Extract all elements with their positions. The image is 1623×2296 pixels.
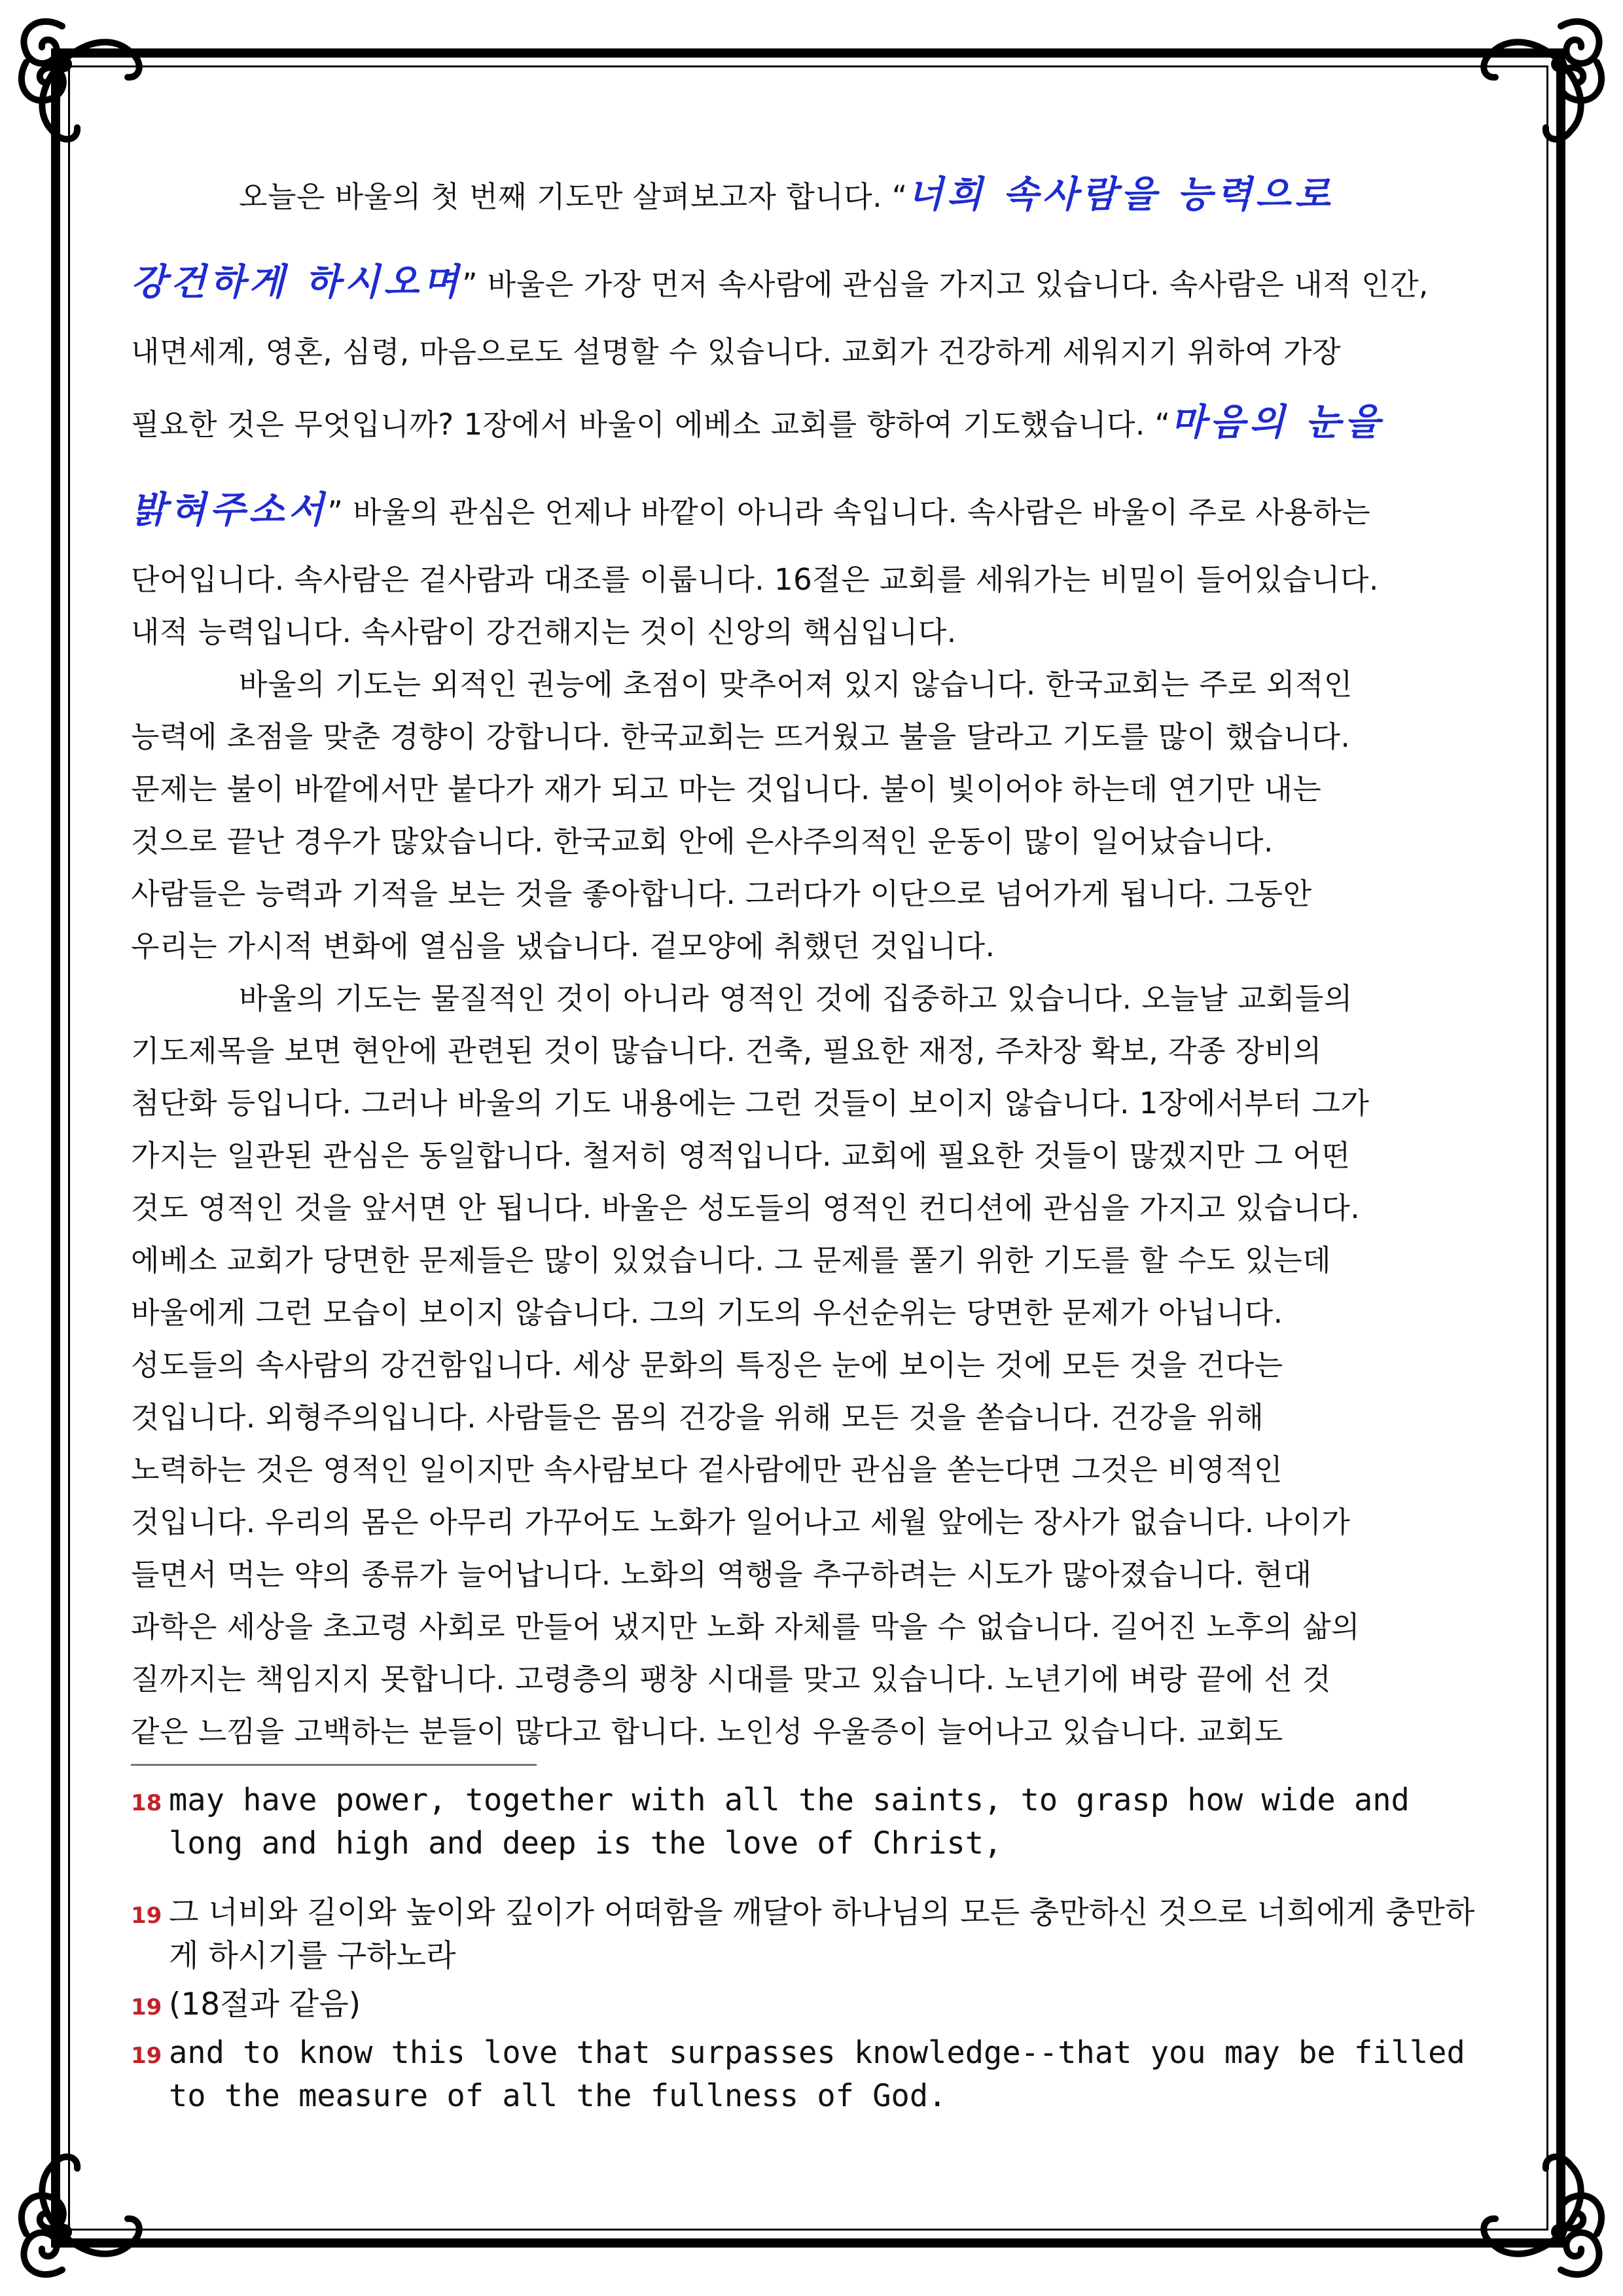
text-line bbox=[131, 1391, 1492, 1444]
text-line bbox=[131, 973, 1492, 1025]
text-segment: 오늘은 바울의 첫 번째 기도만 살펴보고자 합니다. “ bbox=[239, 179, 908, 214]
corner-ornament-icon bbox=[0, 2100, 196, 2296]
text-segment: 사람들은 능력과 기적을 보는 것을 좋아합니다. 그러다가 이단으로 넘어가게 됩니다. 그동안 bbox=[131, 876, 1312, 911]
footnote-divider bbox=[131, 1764, 537, 1766]
text-segment: 능력에 초점을 맞춘 경향이 강합니다. 한국교회는 뜨거웠고 불을 달라고 기도를 많이 했습니다. bbox=[131, 719, 1351, 754]
text-segment: 가지는 일관된 관심은 동일합니다. 철저히 영적입니다. 교회에 필요한 것들이 많겠지만 그 어떤 bbox=[131, 1138, 1351, 1173]
text-segment: 바울의 기도는 물질적인 것이 아니라 영적인 것에 집중하고 있습니다. 오늘날 교회들의 bbox=[239, 981, 1353, 1016]
text-segment: 내면세계, 영혼, 심령, 마음으로도 설명할 수 있습니다. 교회가 건강하게 세워지기 위하여 가장 bbox=[131, 334, 1341, 369]
text-line bbox=[131, 378, 1492, 466]
text-segment: ” 바울의 관심은 언제나 바깥이 아니라 속입니다. 속사람은 바울이 주로 사용하는 bbox=[327, 495, 1371, 529]
text-segment: 것으로 끝난 경우가 많았습니다. 한국교회 안에 은사주의적인 운동이 많이 일어났습니다. bbox=[131, 824, 1274, 859]
paragraph bbox=[131, 151, 1492, 658]
text-line bbox=[131, 1653, 1492, 1706]
handwritten-scripture: 마음의 눈을 bbox=[1170, 401, 1384, 444]
handwritten-scripture: 밝혀주소서 bbox=[131, 488, 328, 531]
text-line bbox=[131, 763, 1492, 816]
footnote-number: 19 bbox=[131, 1903, 162, 1929]
handwritten-scripture: 강건하게 하시오며 bbox=[131, 260, 463, 304]
footnote-text: may have power, together with all the saints, to grasp how wide and long and high and deep is the love of Christ, bbox=[169, 1782, 1410, 1861]
footnote bbox=[131, 1983, 1492, 2026]
footnotes bbox=[131, 1779, 1492, 2123]
text-line bbox=[131, 868, 1492, 920]
text-segment: 질까지는 책임지지 못합니다. 고령층의 팽창 시대를 맞고 있습니다. 노년기에 벼랑 끝에 선 것 bbox=[131, 1662, 1332, 1696]
text-line bbox=[131, 238, 1492, 326]
text-line bbox=[131, 554, 1492, 606]
text-segment: 과학은 세상을 초고령 사회로 만들어 냈지만 노화 자체를 막을 수 없습니다. 길어진 노후의 삶의 bbox=[131, 1609, 1361, 1644]
text-segment: 우리는 가시적 변화에 열심을 냈습니다. 겉모양에 취했던 것입니다. bbox=[131, 929, 995, 963]
text-line bbox=[131, 151, 1492, 238]
text-line bbox=[131, 1130, 1492, 1182]
text-line bbox=[131, 1496, 1492, 1549]
text-segment: 바울의 기도는 외적인 권능에 초점이 맞추어져 있지 않습니다. 한국교회는 주로 외적인 bbox=[239, 667, 1353, 702]
footnote bbox=[131, 2032, 1492, 2118]
handwritten-scripture: 너희 속사람을 능력으로 bbox=[907, 173, 1334, 216]
text-line bbox=[131, 1287, 1492, 1339]
text-segment: 성도들의 속사람의 강건함입니다. 세상 문화의 특징은 눈에 보이는 것에 모든 것을 건다는 bbox=[131, 1348, 1283, 1382]
text-line bbox=[131, 658, 1492, 711]
text-line bbox=[131, 711, 1492, 763]
text-segment: 노력하는 것은 영적인 일이지만 속사람보다 겉사람에만 관심을 쏟는다면 그것은 비영적인 bbox=[131, 1452, 1283, 1487]
footnote-text: and to know this love that surpasses knowledge--that you may be filled to the measure of all the fullness of God. bbox=[169, 2035, 1465, 2114]
text-line bbox=[131, 466, 1492, 554]
text-segment: 것도 영적인 것을 앞서면 안 됩니다. 바울은 성도들의 영적인 컨디션에 관심을 가지고 있습니다. bbox=[131, 1191, 1361, 1225]
text-segment: 것입니다. 외형주의입니다. 사람들은 몸의 건강을 위해 모든 것을 쏟습니다. 건강을 위해 bbox=[131, 1400, 1264, 1435]
footnote-text: 그 너비와 길이와 높이와 깊이가 어떠함을 깨달아 하나님의 모든 충만하신 것으로 너희에게 충만하게 하시기를 구하노라 bbox=[169, 1895, 1475, 1974]
sermon-body bbox=[131, 151, 1492, 1758]
footnote bbox=[131, 1892, 1492, 1978]
text-line bbox=[131, 1601, 1492, 1653]
text-segment: ” 바울은 가장 먼저 속사람에 관심을 가지고 있습니다. 속사람은 내적 인간, bbox=[462, 267, 1429, 302]
footnote-number: 19 bbox=[131, 1994, 162, 2020]
text-line bbox=[131, 606, 1492, 658]
text-segment: 같은 느낌을 고백하는 분들이 많다고 합니다. 노인성 우울증이 늘어나고 있습니다. 교회도 bbox=[131, 1714, 1283, 1749]
text-segment: 기도제목을 보면 현안에 관련된 것이 많습니다. 건축, 필요한 재정, 주차장 확보, 각종 장비의 bbox=[131, 1033, 1322, 1068]
footnote-number: 18 bbox=[131, 1790, 162, 1816]
paragraph bbox=[131, 973, 1492, 1758]
corner-ornament-icon bbox=[1427, 2100, 1623, 2296]
text-line bbox=[131, 1234, 1492, 1287]
footnote-text: (18절과 같음) bbox=[169, 1986, 361, 2022]
text-segment: 바울에게 그런 모습이 보이지 않습니다. 그의 기도의 우선순위는 당면한 문제가 아닙니다. bbox=[131, 1295, 1283, 1330]
text-segment: 첨단화 등입니다. 그러나 바울의 기도 내용에는 그런 것들이 보이지 않습니다. 1장에서부터 그가 bbox=[131, 1086, 1370, 1121]
footnote-number: 19 bbox=[131, 2043, 162, 2069]
text-line bbox=[131, 1077, 1492, 1130]
footnote bbox=[131, 1779, 1492, 1865]
text-segment: 내적 능력입니다. 속사람이 강건해지는 것이 신앙의 핵심입니다. bbox=[131, 615, 957, 649]
text-segment: 들면서 먹는 약의 종류가 늘어납니다. 노화의 역행을 추구하려는 시도가 많아졌습니다. 현대 bbox=[131, 1557, 1312, 1592]
text-segment: 것입니다. 우리의 몸은 아무리 가꾸어도 노화가 일어나고 세월 앞에는 장사가 없습니다. 나이가 bbox=[131, 1505, 1351, 1539]
text-line bbox=[131, 920, 1492, 973]
text-segment: 문제는 불이 바깥에서만 붙다가 재가 되고 마는 것입니다. 불이 빛이어야 하는데 연기만 내는 bbox=[131, 772, 1322, 806]
text-line bbox=[131, 1444, 1492, 1496]
text-line bbox=[131, 1706, 1492, 1758]
text-segment: 필요한 것은 무엇입니까? 1장에서 바울이 에베소 교회를 향하여 기도했습니다. “ bbox=[131, 407, 1171, 442]
text-line bbox=[131, 326, 1492, 378]
text-segment: 단어입니다. 속사람은 겉사람과 대조를 이룹니다. 16절은 교회를 세워가는 비밀이 들어있습니다. bbox=[131, 562, 1379, 597]
text-line bbox=[131, 816, 1492, 868]
text-line bbox=[131, 1025, 1492, 1077]
text-segment: 에베소 교회가 당면한 문제들은 많이 있었습니다. 그 문제를 풀기 위한 기도를 할 수도 있는데 bbox=[131, 1243, 1332, 1278]
text-line bbox=[131, 1549, 1492, 1601]
text-line bbox=[131, 1339, 1492, 1391]
text-line bbox=[131, 1182, 1492, 1234]
paragraph bbox=[131, 658, 1492, 973]
